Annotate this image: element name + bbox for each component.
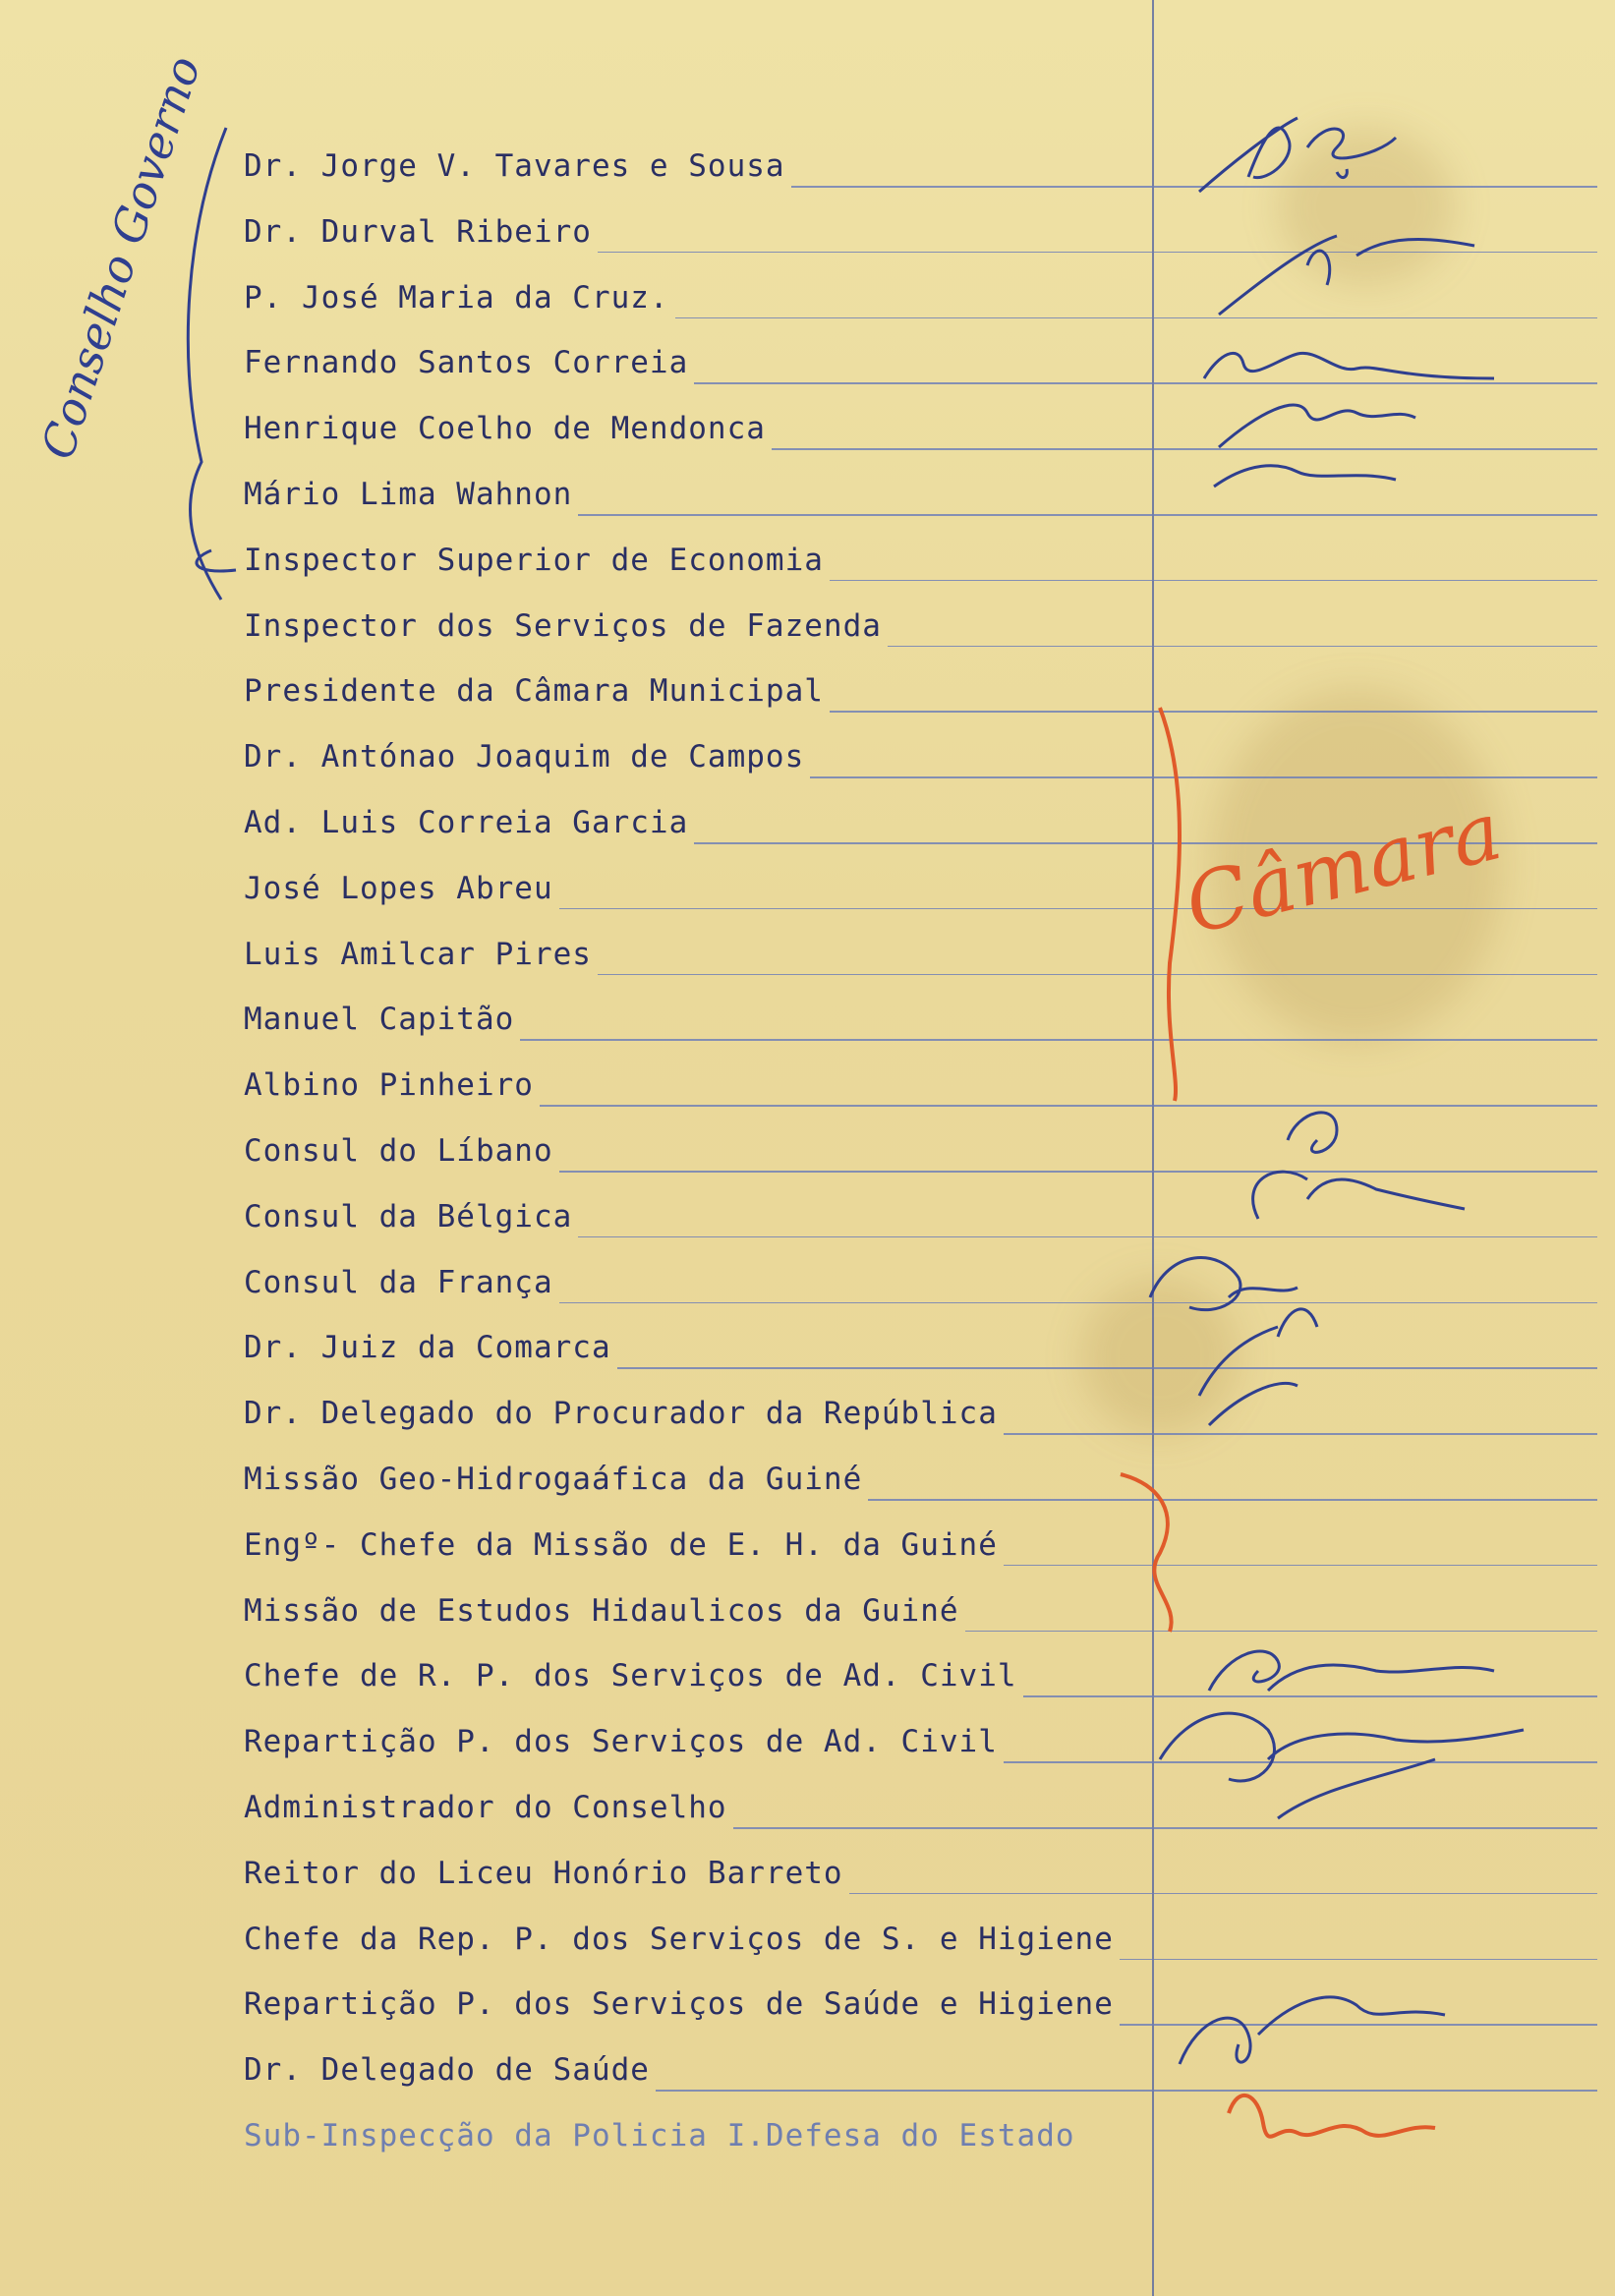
entry-line: Henrique Coelho de Mendonca	[244, 411, 766, 447]
margin-note-text: Conselho Governo	[30, 49, 211, 466]
entry-line: Manuel Capitão	[244, 1002, 515, 1038]
ruled-line	[1023, 1695, 1597, 1697]
ruled-line	[694, 842, 1597, 844]
ruled-line	[1120, 2024, 1597, 2026]
red-signature	[1229, 2095, 1435, 2137]
signature	[1214, 466, 1396, 487]
red-bracket	[1121, 1474, 1172, 1632]
entry-line: Inspector Superior de Economia	[244, 542, 824, 578]
ruled-line	[578, 1236, 1597, 1238]
entry-line: Consul do Líbano	[244, 1133, 553, 1169]
signature	[1180, 1997, 1445, 2064]
entry-line: Reitor do Liceu Honório Barreto	[244, 1855, 843, 1891]
entry-line: Chefe da Rep. P. dos Serviços de S. e Higiene	[244, 1921, 1114, 1957]
entry-line: Consul da França	[244, 1264, 553, 1300]
ruled-line	[733, 1827, 1597, 1829]
red-bracket	[1160, 708, 1180, 1101]
entry-line: Presidente da Câmara Municipal	[244, 673, 824, 710]
entry-line: Repartição P. dos Serviços de Ad. Civil	[244, 1724, 998, 1760]
ruled-line	[791, 186, 1597, 188]
ruled-line	[617, 1367, 1597, 1369]
ruled-line	[540, 1105, 1597, 1107]
red-note-text: Câmara	[1176, 784, 1511, 953]
ruled-line	[598, 252, 1597, 254]
ruled-line	[1004, 1565, 1597, 1567]
ruled-line	[1120, 1959, 1597, 1961]
entry-line: Dr. Delegado do Procurador da República	[244, 1396, 998, 1432]
ruled-line	[578, 514, 1597, 516]
signature	[1253, 1113, 1465, 1219]
ruled-line	[868, 1499, 1597, 1501]
entry-line: Missão de Estudos Hidaulicos da Guiné	[244, 1592, 959, 1629]
ruled-line	[598, 974, 1597, 976]
entry-line: Luis Amilcar Pires	[244, 936, 592, 972]
margin-note	[30, 50, 210, 466]
ruled-line	[810, 776, 1597, 778]
entry-line: Fernando Santos Correia	[244, 345, 689, 381]
paper-stain	[1209, 688, 1504, 1042]
entry-line: Ad. Luis Correia Garcia	[244, 805, 689, 840]
bracket-stroke	[197, 550, 236, 571]
entry-line: José Lopes Abreu	[244, 870, 553, 906]
ruled-line	[849, 1893, 1597, 1895]
ruled-line	[888, 646, 1597, 648]
entry-line: Dr. Durval Ribeiro	[244, 213, 592, 250]
ruled-line	[559, 1171, 1597, 1173]
entry-line: Mário Lima Wahnon	[244, 477, 573, 512]
entry-line: Engº- Chefe da Missão de E. H. da Guiné	[244, 1526, 998, 1563]
entry-line: Administrador do Conselho	[244, 1790, 727, 1825]
signature	[1204, 353, 1494, 378]
entry-line: Missão Geo-Hidrogaáfica da Guiné	[244, 1462, 863, 1497]
entry-line: Dr. Antónao Joaquim de Campos	[244, 739, 805, 775]
entry-line: Chefe de R. P. dos Serviços de Ad. Civil	[244, 1658, 1017, 1694]
ruled-line	[1004, 1761, 1597, 1763]
entry-line: Dr. Delegado de Saúde	[244, 2052, 650, 2089]
ruled-line	[830, 711, 1597, 713]
signatures	[1150, 118, 1524, 2064]
ruled-line	[694, 382, 1597, 384]
ruled-line	[559, 908, 1597, 910]
entry-line: Inspector dos Serviços de Fazenda	[244, 607, 882, 644]
entry-line: Dr. Juiz da Comarca	[244, 1330, 611, 1366]
entry-line: Dr. Jorge V. Tavares e Sousa	[244, 148, 785, 184]
footer-entry: Sub-Inspecção da Policia I.Defesa do Estado	[244, 2118, 1075, 2153]
ruled-line	[559, 1302, 1597, 1304]
entry-line: Consul da Bélgica	[244, 1198, 573, 1234]
entry-line: P. José Maria da Cruz.	[244, 279, 669, 316]
ruled-line	[830, 580, 1597, 582]
paper-stain	[1278, 128, 1455, 285]
signature	[1219, 405, 1415, 447]
ruled-line	[965, 1631, 1597, 1633]
margin-rule	[1152, 0, 1154, 2296]
signature	[1160, 1713, 1524, 1818]
ruled-line	[1004, 1433, 1597, 1435]
entry-line: Albino Pinheiro	[244, 1067, 534, 1104]
entry-line: Repartição P. dos Serviços de Saúde e Higiene	[244, 1986, 1114, 2023]
ruled-line	[656, 2090, 1597, 2092]
bracket-stroke	[188, 128, 226, 600]
ruled-line	[675, 317, 1597, 319]
signature	[1209, 1651, 1494, 1691]
ruled-line	[772, 448, 1597, 450]
ruled-line	[520, 1039, 1597, 1041]
